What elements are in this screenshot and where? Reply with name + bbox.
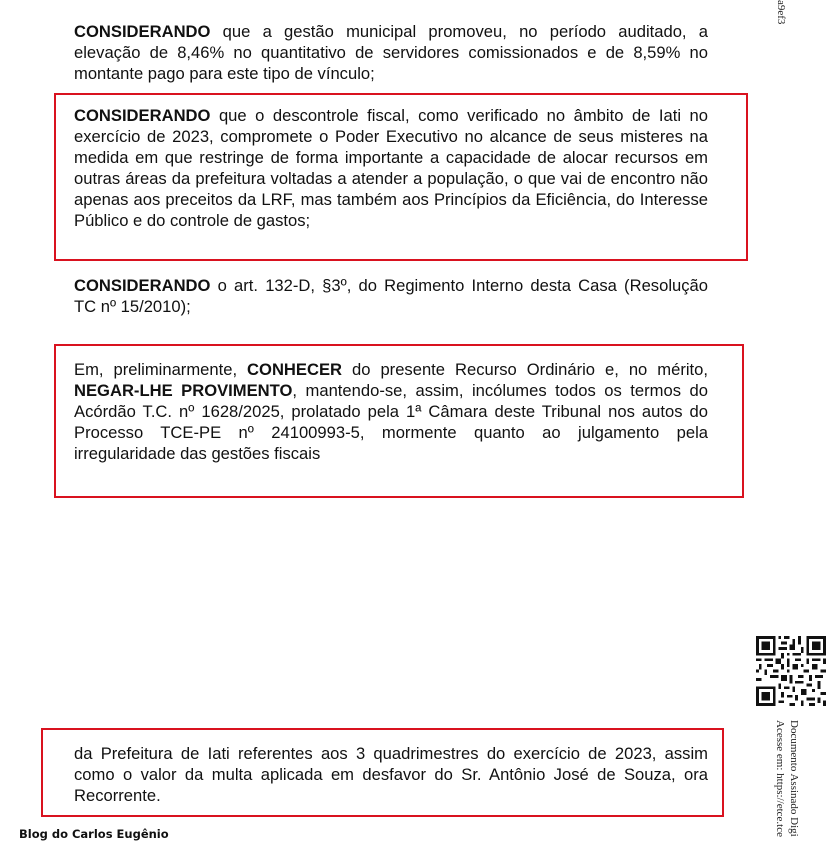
blog-watermark: Blog do Carlos Eugênio: [19, 827, 169, 841]
paragraph-text: Em, preliminarmente,: [74, 360, 248, 379]
signature-note-line1: Documento Assinado Digi: [788, 720, 800, 837]
signature-note-line2: Acesse em: https://etce.tce: [774, 720, 786, 837]
paragraph-text: que a gestão municipal promoveu, no período auditado, a elevação de 8,46% no quantitativo de servidores comissionados e de 8,59% no montante pago para este tipo de vínculo;: [74, 22, 708, 83]
paragraph-decision: [74, 359, 708, 464]
paragraph-text: que o descontrole fiscal, como verificado no âmbito de Iati no exercício de 2023, compromete o Poder Executivo no alcance de seus misteres na medida em que restringe de forma importante a capacidade de alocar recursos em outras áreas da prefeitura voltadas a atender a população, o que vai de encontro não apenas aos preceitos da LRF, mas também aos Princípios da Eficiência, do Interesse Público e do controle de gastos;: [74, 106, 708, 230]
paragraph-considerando-1: [74, 21, 708, 84]
keyword-considerando: CONSIDERANDO: [74, 276, 211, 295]
paragraph-considerando-3: [74, 275, 708, 317]
document-hash-fragment: a9ef3: [775, 0, 787, 25]
paragraph-considerando-2: [74, 105, 708, 231]
paragraph-text: o art. 132-D, §3º, do Regimento Interno desta Casa (Resolução TC nº 15/2010);: [74, 276, 708, 316]
keyword-negar-provimento: NEGAR-LHE PROVIMENTO: [74, 381, 293, 400]
keyword-conhecer: CONHECER: [247, 360, 343, 379]
keyword-considerando: CONSIDERANDO: [74, 106, 211, 125]
paragraph-text: , mantendo-se, assim, incólumes todos os termos do Acórdão T.C. nº 1628/2025, prolatado pela 1ª Câmara deste Tribunal nos autos do Processo TCE-PE nº 24100993-5, mormente quanto ao julgamento pela irregularidade das gestões fiscais: [74, 381, 708, 463]
keyword-considerando: CONSIDERANDO: [74, 22, 211, 41]
paragraph-text: do presente Recurso Ordinário e, no mérito,: [342, 360, 708, 379]
qr-code: [756, 636, 826, 706]
paragraph-text: da Prefeitura de Iati referentes aos 3 quadrimestres do exercício de 2023, assim como o valor da multa aplicada em desfavor do Sr. Antônio José de Souza, ora Recorrente.: [74, 744, 708, 805]
paragraph-continuation: [74, 743, 708, 806]
